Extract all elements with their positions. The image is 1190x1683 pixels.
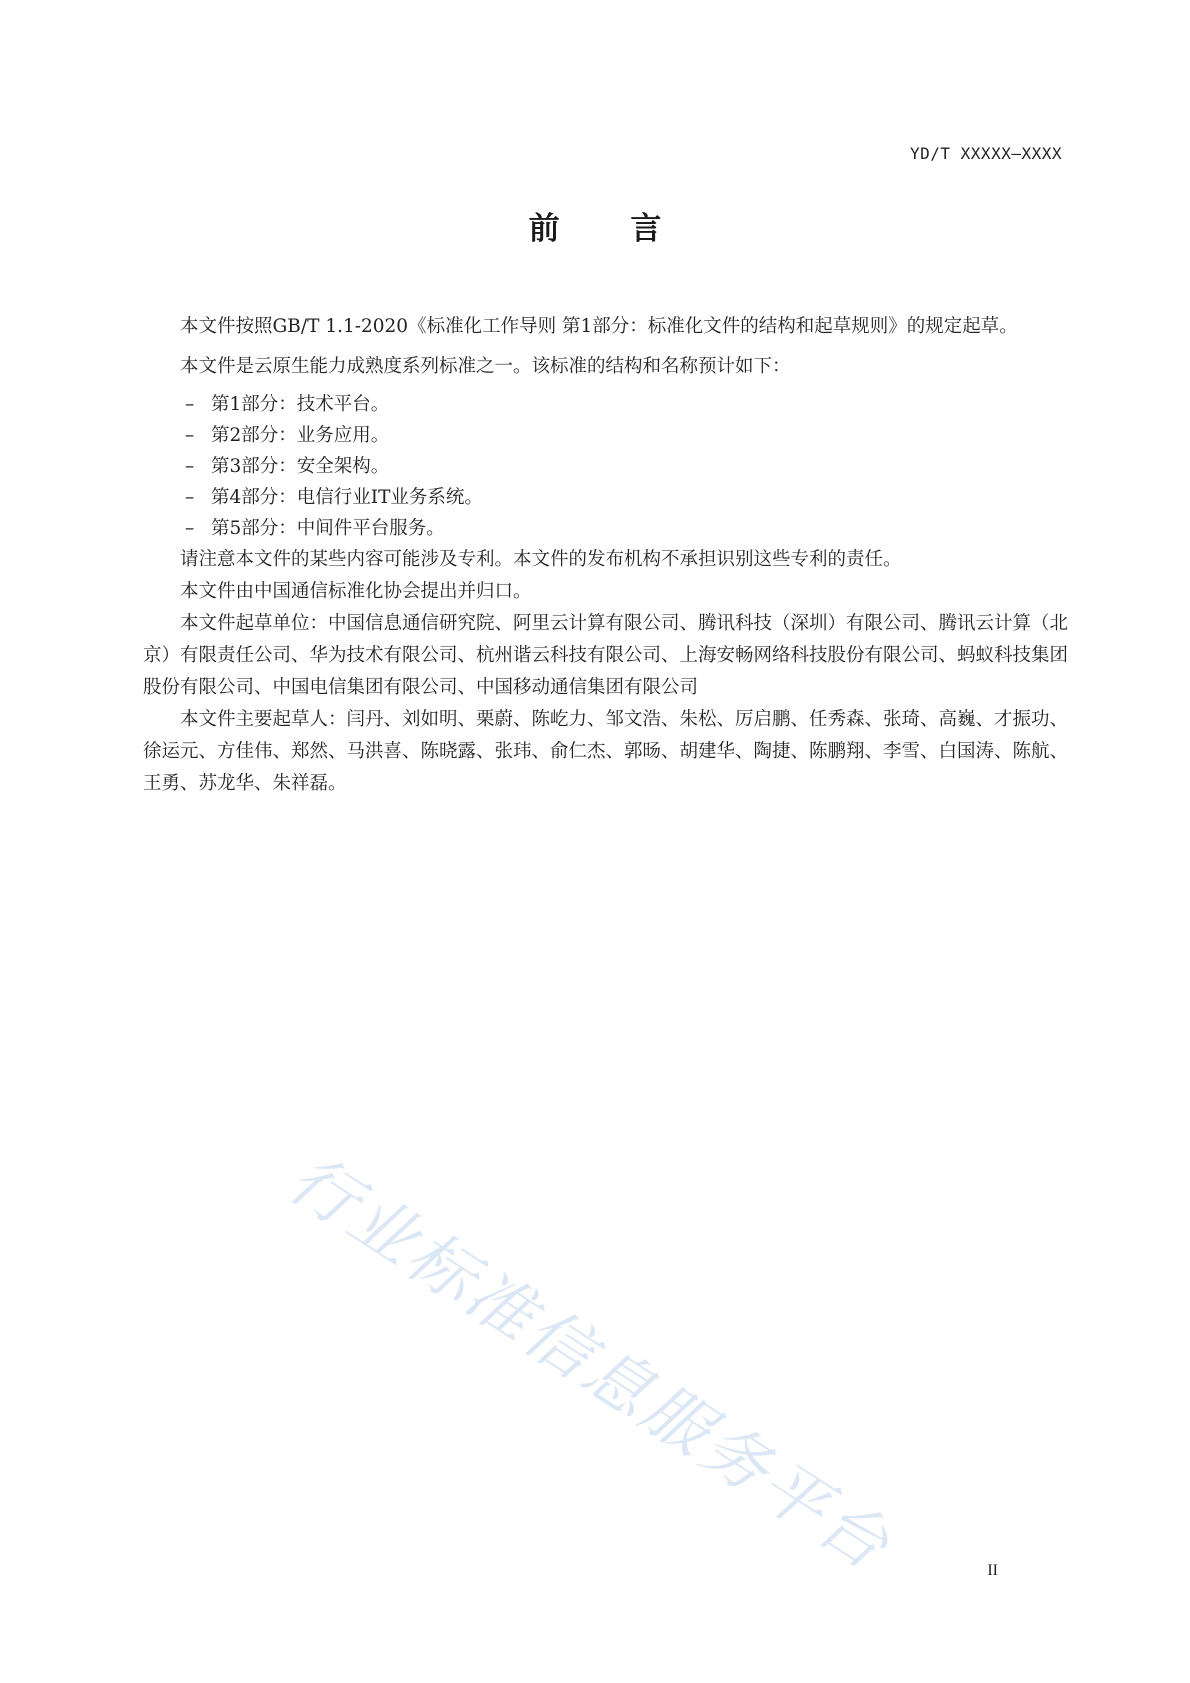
- list-item-text: 第3部分：安全架构。: [211, 456, 390, 477]
- page-title: 前 言: [528, 211, 692, 247]
- paragraph-proposer: 本文件由中国通信标准化协会提出并归口。: [180, 581, 532, 602]
- parts-list: [143, 389, 1083, 544]
- paragraph-series-intro: 本文件是云原生能力成熟度系列标准之一。该标准的结构和名称预计如下：: [180, 356, 791, 377]
- document-code: YD/T XXXXX—XXXX: [910, 144, 1062, 163]
- list-item: [185, 389, 1083, 420]
- paragraph-patent-notice: 请注意本文件的某些内容可能涉及专利。本文件的发布机构不承担识别这些专利的责任。: [180, 549, 902, 570]
- paragraph-drafters: 本文件主要起草人：闫丹、刘如明、栗蔚、陈屹力、邹文浩、朱松、厉启鹏、任秀森、张琦、高巍、才振功、徐运元、方佳伟、郑然、马洪喜、陈晓露、张玮、俞仁杰、郭旸、胡建华、陶捷、陈鹏翔、李雪、白国涛、陈航、王勇、苏龙华、朱祥磊。: [143, 709, 1069, 794]
- watermark: 行业标准信息服务平台: [275, 1140, 905, 1587]
- paragraph-drafting-units: 本文件起草单位：中国信息通信研究院、阿里云计算有限公司、腾讯科技（深圳）有限公司、腾讯云计算（北京）有限责任公司、华为技术有限公司、杭州谐云科技有限公司、上海安畅网络科技股份有限公司、蚂蚁科技集团股份有限公司、中国电信集团有限公司、中国移动通信集团有限公司: [143, 613, 1069, 698]
- page-number: II: [987, 1562, 998, 1579]
- foreword-body: [143, 311, 1083, 800]
- list-item: [185, 513, 1083, 544]
- list-item-text: 第5部分：中间件平台服务。: [211, 518, 445, 539]
- paragraph-drafting-rules: 本文件按照GB/T 1.1-2020《标准化工作导则 第1部分：标准化文件的结构和起草规则》的规定起草。: [180, 316, 1018, 337]
- list-item-text: 第1部分：技术平台。: [211, 394, 390, 415]
- list-item-text: 第4部分：电信行业IT业务系统。: [211, 487, 483, 508]
- list-item-text: 第2部分：业务应用。: [211, 425, 390, 446]
- list-dash: –: [185, 425, 195, 446]
- list-dash: –: [185, 456, 195, 477]
- list-dash: –: [185, 487, 195, 508]
- list-dash: –: [185, 518, 195, 539]
- list-item: [185, 420, 1083, 451]
- list-dash: –: [185, 394, 195, 415]
- list-item: [185, 482, 1083, 513]
- list-item: [185, 451, 1083, 482]
